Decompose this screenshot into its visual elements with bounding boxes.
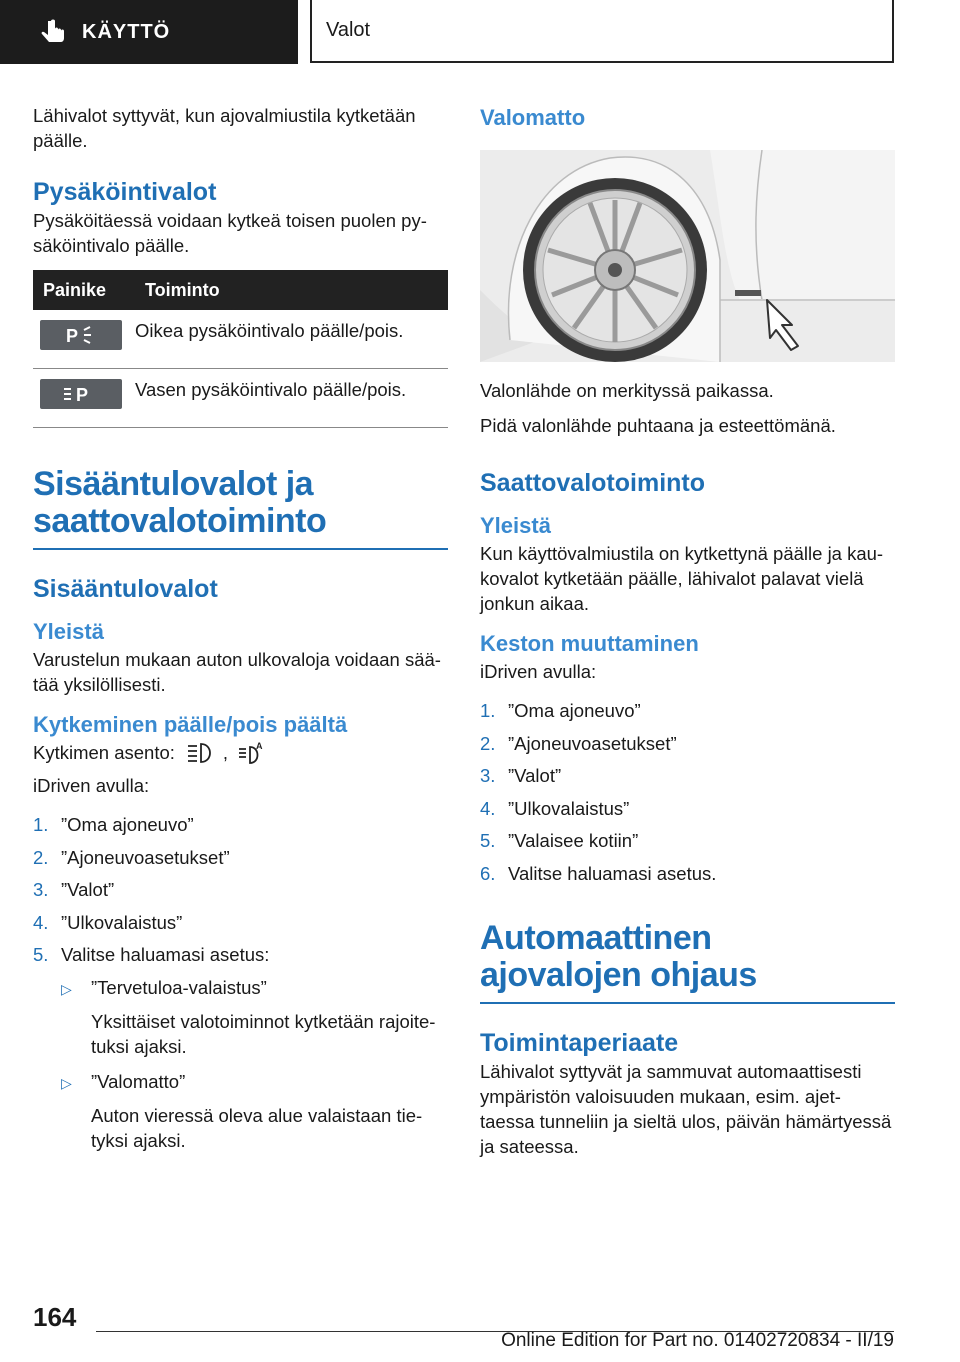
table-row	[33, 310, 448, 369]
heading-rule	[33, 548, 448, 550]
light-mat-text-clean: Pidä valonlähde puhtaana ja esteettömänä.	[480, 415, 836, 436]
general-text: Kun käyttövalmiustila on kytkettynä päälle ja kau-kovalot kytketään päälle, lähivalot palavat vielä jonkun aikaa.	[480, 543, 884, 614]
section-title: Valot	[326, 19, 371, 41]
idrive-label: iDriven avulla:	[33, 775, 150, 796]
table-header-function: Toiminto	[135, 270, 448, 310]
table-header-button: Painike	[33, 270, 135, 310]
welcome-options	[61, 975, 448, 1153]
switch-on-off-heading: Kytkeminen päälle/pois päältä	[33, 712, 348, 737]
car-wheel-illustration	[480, 150, 895, 362]
operating-principle-heading: Toimintaperiaate	[480, 1028, 679, 1057]
triangle-bullet-icon: ▷	[61, 1074, 72, 1091]
chapter-tab	[0, 0, 298, 64]
right-parking-light-button-icon	[40, 320, 122, 350]
table-cell-function: Oikea pysäköintivalo päälle/pois.	[135, 310, 448, 369]
page-number: 164	[33, 1302, 77, 1332]
parking-lights-text: Pysäköitäessä voidaan kytkeä toisen puolen py-säköintivalo päälle.	[33, 210, 427, 256]
left-parking-light-button-icon	[40, 379, 122, 409]
switch-position-label: Kytkimen asento:	[33, 742, 175, 763]
left-column	[33, 100, 448, 1153]
switch-position-line	[33, 740, 448, 765]
list-item: 5. Valitse haluamasi asetus:	[33, 944, 270, 965]
general-heading: Yleistä	[33, 619, 104, 644]
parking-lights-heading: Pysäköintivalot	[33, 178, 217, 206]
switch-position-separator: ,	[222, 742, 229, 763]
parking-lights-table	[33, 270, 448, 428]
idrive-label: iDriven avulla:	[480, 661, 597, 682]
svg-text:P: P	[76, 385, 89, 405]
edition-footer: Online Edition for Part no. 01402720834 - II/19	[501, 1330, 894, 1351]
list-item: 4. ”Ulkovalaistus”	[480, 797, 630, 819]
low-beam-icon	[185, 741, 219, 765]
table-cell-function: Vasen pysäköintivalo päälle/pois.	[135, 369, 448, 428]
list-item: 5. ”Valaisee kotiin”	[480, 830, 639, 851]
hand-touch-icon	[38, 17, 68, 47]
right-column	[480, 100, 895, 1159]
option-description: Auton vieressä oleva alue valaistaan tie-tyksi ajaksi.	[91, 1104, 423, 1151]
auto-headlight-heading: Automaattinen ajovalojen ohjaus	[480, 918, 757, 994]
intro-text: Lähivalot syttyvät, kun ajovalmiustila kytketään päälle.	[33, 105, 416, 151]
light-mat-heading: Valomatto	[480, 105, 586, 130]
general-heading: Yleistä	[480, 513, 551, 538]
option-item: ▷ ”Valomatto”	[61, 1069, 448, 1096]
follow-me-home-heading: Saattovalotoiminto	[480, 469, 706, 497]
welcome-lights-heading: Sisääntulovalot	[33, 575, 218, 603]
operating-principle-text: Lähivalot syttyvät ja sammuvat automaattisesti ympäristön valoisuuden mukaan, esim. ajet-taessa tunneliin ja sieltä ulos, päivän hämärtyessä ja sateessa.	[480, 1060, 892, 1157]
list-item: 3. ”Valot”	[480, 765, 562, 786]
welcome-steps-list	[33, 812, 448, 967]
duration-steps-list	[480, 698, 895, 886]
list-item: 3. ”Valot”	[33, 879, 115, 900]
svg-text:A: A	[256, 740, 263, 751]
list-item: 4. ”Ulkovalaistus”	[33, 911, 183, 933]
list-item: 1. ”Oma ajoneuvo”	[480, 700, 641, 721]
light-mat-text-location: Valonlähde on merkityssä paikassa.	[480, 380, 774, 401]
table-row	[33, 369, 448, 428]
general-text: Varustelun mukaan auton ulkovaloja voidaan sää-tää yksilöllisesti.	[33, 649, 441, 695]
svg-text:P: P	[66, 326, 79, 346]
list-item: 1. ”Oma ajoneuvo”	[33, 814, 194, 835]
list-item: 2. ”Ajoneuvoasetukset”	[480, 732, 677, 754]
triangle-bullet-icon: ▷	[61, 980, 72, 997]
heading-rule	[480, 1002, 895, 1004]
automatic-headlight-icon	[236, 741, 268, 765]
chapter-label: KÄYTTÖ	[82, 20, 171, 43]
list-item: 6. Valitse haluamasi asetus.	[480, 862, 717, 884]
option-description: Yksittäiset valotoiminnot kytketään rajoite-tuksi ajaksi.	[91, 1010, 436, 1057]
list-item: 2. ”Ajoneuvoasetukset”	[33, 846, 230, 868]
welcome-lights-main-heading: Sisääntulovalot ja saattovalotoiminto	[33, 465, 327, 540]
option-item: ▷ ”Tervetuloa-valaistus”	[61, 975, 448, 1002]
section-header	[310, 0, 894, 63]
change-duration-heading: Keston muuttaminen	[480, 631, 699, 656]
